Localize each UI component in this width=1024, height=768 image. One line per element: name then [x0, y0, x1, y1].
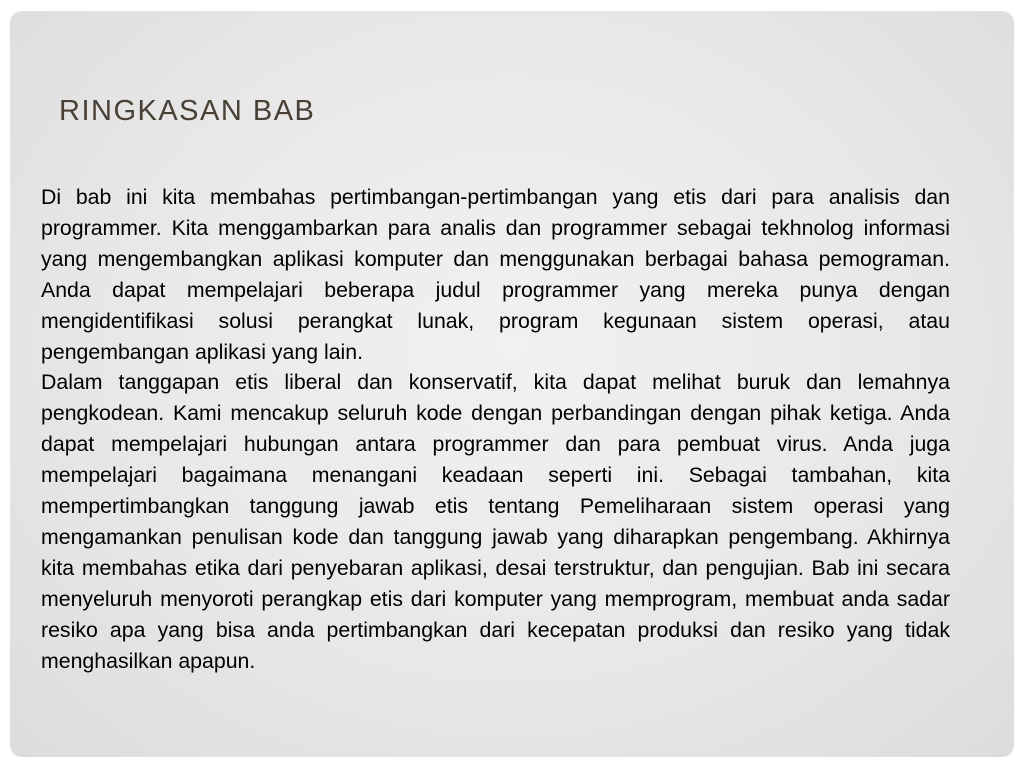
slide-title: RINGKASAN BAB	[59, 95, 316, 127]
slide	[10, 11, 1014, 757]
body-paragraph-1: Di bab ini kita membahas pertimbangan-pertimbangan yang etis dari para analisis dan programmer. Kita menggambarkan para analis dan programmer sebagai tekhnolog informasi yang mengembangkan aplikasi komputer dan menggunakan berbagai bahasa pemograman. Anda dapat mempelajari beberapa judul programmer yang mereka punya dengan mengidentifikasi solusi perangkat lunak, program kegunaan sistem operasi, atau pengembangan aplikasi yang lain.	[41, 185, 950, 364]
slide-body	[41, 182, 950, 677]
body-paragraph-2: Dalam tanggapan etis liberal dan konservatif, kita dapat melihat buruk dan lemahnya pengkodean. Kami mencakup seluruh kode dengan perbandingan dengan pihak ketiga. Anda dapat mempelajari hubungan antara programmer dan para pembuat virus. Anda juga mempelajari bagaimana menangani keadaan seperti ini. Sebagai tambahan, kita mempertimbangkan tanggung jawab etis tentang Pemeliharaan sistem operasi yang mengamankan penulisan kode dan tanggung jawab yang diharapkan pengembang. Akhirnya kita membahas etika dari penyebaran aplikasi, desai terstruktur, dan pengujian. Bab ini secara menyeluruh menyoroti perangkap etis dari komputer yang memprogram, membuat anda sadar resiko apa yang bisa anda pertimbangkan dari kecepatan produksi dan resiko yang tidak menghasilkan apapun.	[41, 370, 950, 673]
